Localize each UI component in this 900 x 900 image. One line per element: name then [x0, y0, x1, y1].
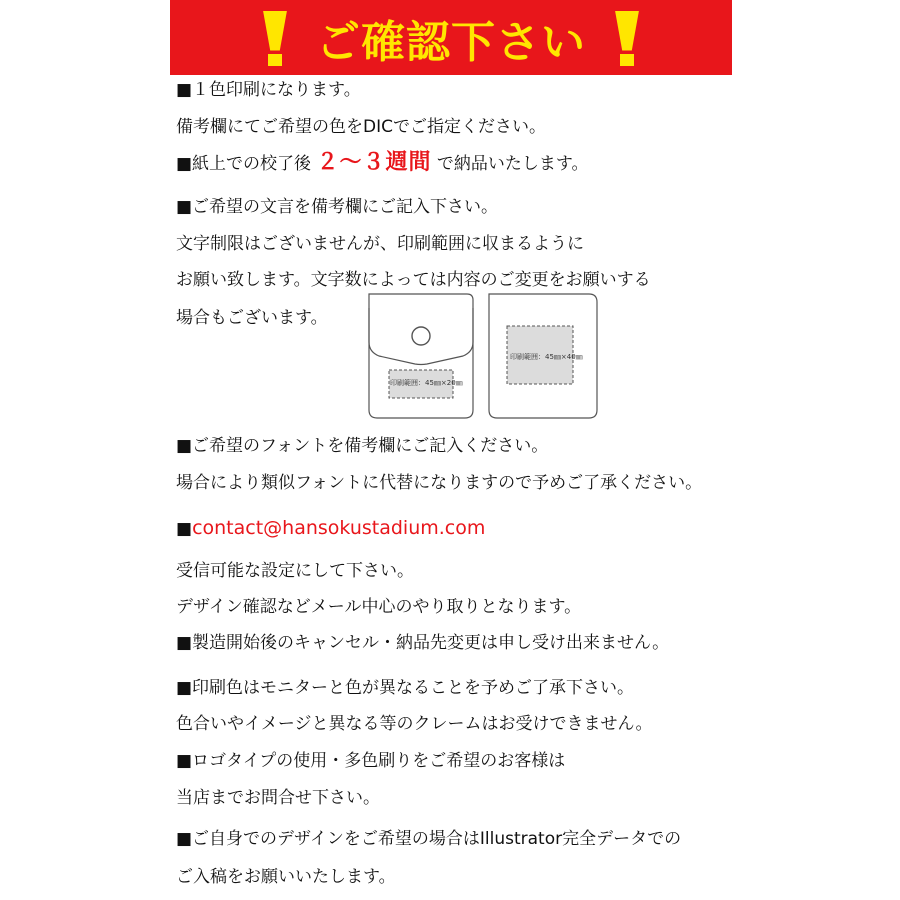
pouch-front: [369, 294, 473, 418]
note-wording: ■ご希望の文言を備考欄にご記入下さい。: [176, 197, 499, 217]
contact-email-link[interactable]: contact@hansokustadium.com: [192, 517, 486, 539]
back-print-area-label: 印刷範囲：45㎜×40㎜: [510, 353, 583, 361]
note-email-settings: 受信可能な設定にして下さい。: [176, 561, 414, 581]
exclamation-icon: [612, 9, 642, 67]
banner-title: ご確認下さい: [316, 16, 586, 68]
note-email-exchange: デザイン確認などメール中心のやり取りとなります。: [176, 597, 582, 617]
note-wording-change: 場合もございます。: [176, 308, 328, 328]
note-email: [176, 517, 485, 540]
note-no-claims: 色合いやイメージと異なる等のクレームはお受けできません。: [176, 714, 653, 734]
note-wording-limit: 文字制限はございませんが、印刷範囲に収まるように: [176, 234, 584, 254]
note-monitor-color: ■印刷色はモニターと色が異なることを予めご了承下さい。: [176, 678, 635, 698]
note-submission: ご入稿をお願いいたします。: [176, 867, 396, 887]
note-font-substitute: 場合により類似フォントに代替になりますので予めご了承ください。: [176, 473, 703, 493]
delivery-weeks-highlight: ２～３週間: [316, 150, 432, 175]
note-contact-shop: 当店までお問合せ下さい。: [176, 788, 380, 808]
exclamation-icon: [260, 9, 290, 67]
note-logo-multicolor: ■ロゴタイプの使用・多色刷りをご希望のお客様は: [176, 751, 566, 771]
snap-button-icon: [412, 327, 430, 345]
notice-page: [170, 0, 732, 900]
note-delivery-time: [176, 152, 589, 175]
delivery-text-pre: ■紙上での校了後: [176, 154, 317, 174]
note-dic-color: 備考欄にてご希望の色をDICでご指定ください。: [176, 117, 546, 137]
delivery-text-post: で納品いたします。: [431, 154, 589, 174]
note-font: ■ご希望のフォントを備考欄にご記入ください。: [176, 436, 549, 456]
note-illustrator-data: ■ご自身でのデザインをご希望の場合はIllustrator完全データでの: [176, 829, 682, 849]
note-wording-request: お願い致します。文字数によっては内容のご変更をお願いする: [176, 270, 651, 290]
front-print-area-label: 印刷範囲：45㎜×20㎜: [390, 379, 463, 387]
note-no-cancel: ■製造開始後のキャンセル・納品先変更は申し受け出来ません。: [176, 633, 670, 653]
notice-banner: [170, 0, 732, 75]
note-one-color-print: ■１色印刷になります。: [176, 80, 361, 100]
email-bullet: ■: [176, 519, 193, 539]
